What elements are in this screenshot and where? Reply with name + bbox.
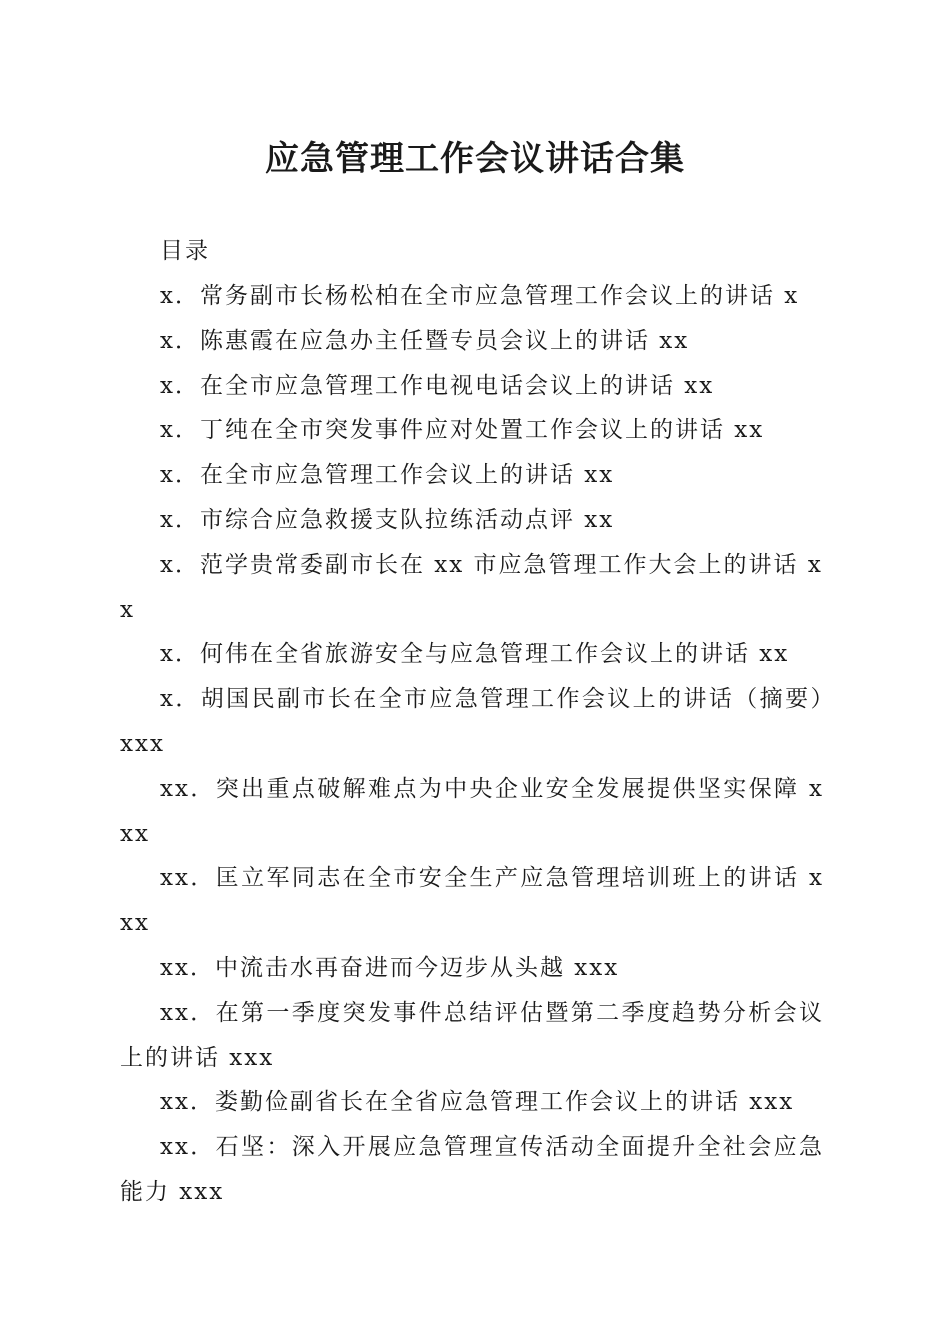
toc-item[interactable]: xx．突出重点破解难点为中央企业安全发展提供坚实保障 xxx <box>120 775 824 847</box>
toc-item[interactable]: x．在全市应急管理工作电视电话会议上的讲话 xx <box>160 372 715 399</box>
toc-item[interactable]: x．范学贵常委副市长在 xx 市应急管理工作大会上的讲话 xx <box>120 551 823 623</box>
toc-item[interactable]: x．在全市应急管理工作会议上的讲话 xx <box>160 462 615 489</box>
document-title: 应急管理工作会议讲话合集 <box>265 139 685 179</box>
toc-list <box>120 274 824 1215</box>
toc-heading: 目录 <box>160 238 210 264</box>
toc-item[interactable]: x．陈惠霞在应急办主任暨专员会议上的讲话 xx <box>160 327 690 354</box>
toc-item[interactable]: xx．娄勤俭副省长在全省应急管理工作会议上的讲话 xxx <box>160 1089 795 1116</box>
table-of-contents <box>120 229 824 1215</box>
toc-item[interactable]: x．丁纯在全市突发事件应对处置工作会议上的讲话 xx <box>160 417 765 444</box>
toc-item[interactable]: xx．中流击水再奋进而今迈步从头越 xxx <box>160 954 620 981</box>
toc-item[interactable]: x．胡国民副市长在全市应急管理工作会议上的讲话（摘要）xxx <box>120 686 824 757</box>
toc-item[interactable]: xx．在第一季度突发事件总结评估暨第二季度趋势分析会议上的讲话 xxx <box>120 999 824 1071</box>
toc-item[interactable]: xx．石坚：深入开展应急管理宣传活动全面提升全社会应急能力 xxx <box>120 1134 824 1205</box>
toc-item[interactable]: x．市综合应急救援支队拉练活动点评 xx <box>160 506 615 533</box>
toc-item[interactable]: x．何伟在全省旅游安全与应急管理工作会议上的讲话 xx <box>160 641 790 668</box>
toc-item[interactable]: xx．匡立军同志在全市安全生产应急管理培训班上的讲话 xxx <box>120 865 824 937</box>
toc-item[interactable]: x．常务副市长杨松柏在全市应急管理工作会议上的讲话 x <box>160 283 800 309</box>
